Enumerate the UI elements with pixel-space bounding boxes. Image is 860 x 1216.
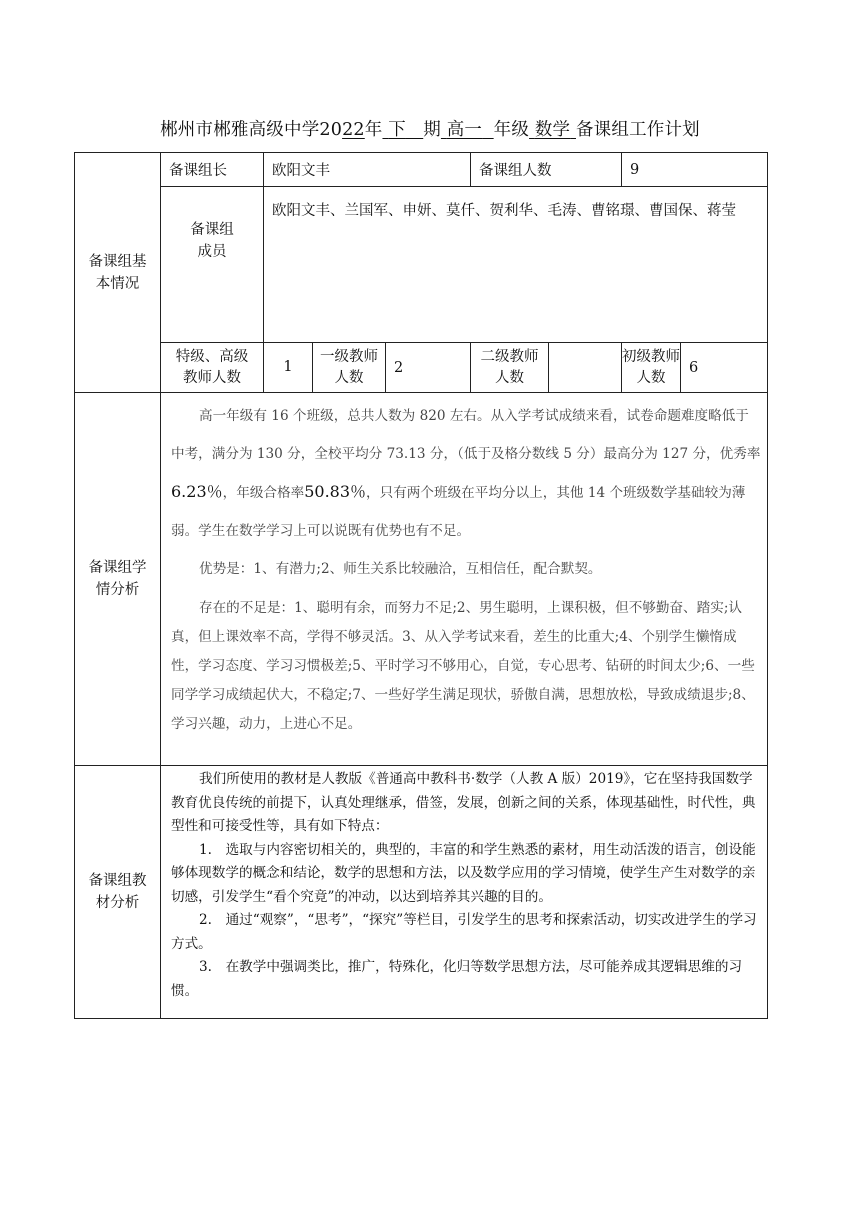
stat-senior-value: 1	[264, 343, 313, 393]
title-term: 下	[388, 120, 406, 140]
members-label: 备课组成员	[190, 221, 234, 260]
students-paragraph-2: 优势是：1、有潜力;2、师生关系比较融洽，互相信任，配合默契。	[199, 561, 602, 577]
title-subject: 数学	[534, 120, 571, 140]
stat-senior-label: 特级、高级教师人数	[161, 343, 264, 393]
stat-junior-label: 初级教师人数	[622, 343, 681, 393]
materials-row	[75, 766, 768, 1019]
stat-first-label: 一级教师人数	[313, 343, 386, 393]
members-row	[75, 187, 768, 343]
basic-category-label: 备课组基本情况	[88, 253, 147, 292]
students-row	[75, 393, 768, 766]
materials-item-1: 1. 选取与内容密切相关的，典型的，丰富的和学生熟悉的素材，用生动活泼的语言，创设能够体现数学的概念和结论，数学的思想和方法，以及数学应用的学习情境，使学生产生对数学的亲切感，引发学生“看个究竟”的冲动，以达到培养其兴趣的目的。	[171, 841, 756, 905]
members-label-cell	[161, 187, 264, 343]
count-value: 9	[622, 153, 768, 187]
materials-category-label: 备课组教材分析	[88, 873, 147, 911]
stat-second-label: 二级教师人数	[471, 343, 549, 393]
title-grade: 高一	[446, 120, 483, 140]
count-label: 备课组人数	[471, 153, 622, 187]
students-paragraph-1: 高一年级有 16 个班级，总共人数为 820 左右。从入学考试成绩来看，试卷命题难度略低于中考，满分为 130 分，全校平均分 73.13 分，（低于及格分数线 5 分）最高分为 127 分，优秀率6.23％，年级合格率50.83％，只有两个班级在平均分以上，其他 14 个班级数学基础较为薄弱。学生在数学学习上可以说既有优势也有不足。	[171, 408, 761, 539]
title-year-prefix: 20	[319, 120, 343, 140]
students-paragraph-3: 存在的不足是：1、聪明有余，而努力不足;2、男生聪明，上课积极，但不够勤奋、踏实;认真，但上课效率不高，学得不够灵活。3、从入学考试来看，差生的比重大;4、个别学生懒惰成性，学习态度、学习习惯极差;5、平时学习不够用心，自觉，专心思考、钻研的时间太少;6、一些同学学习成绩起伏大，不稳定;7、一些好学生满足现状，骄傲自满，思想放松，导致成绩退步;8、学习兴趣，动力，上进心不足。	[171, 600, 755, 732]
title-grade-suffix: 年级	[493, 120, 530, 140]
stat-first-value: 2	[386, 343, 471, 393]
excellence-rate: 6.23％	[171, 482, 223, 501]
leader-row	[75, 153, 768, 187]
title-term-suffix: 期	[423, 120, 441, 140]
title-year-suffix: 年	[364, 120, 383, 140]
materials-item-2: 2. 通过“观察”，“思考”，“探究”等栏目，引发学生的思考和探索活动，切实改进学生的学习方式。	[171, 912, 757, 952]
materials-analysis	[161, 766, 768, 1019]
page-title	[0, 116, 860, 141]
basic-category-cell	[75, 153, 161, 393]
stat-second-value	[549, 343, 622, 393]
stat-junior-value: 6	[681, 343, 768, 393]
title-plan: 备课组工作计划	[575, 120, 700, 140]
members-value: 欧阳文丰、兰国军、申妍、莫仟、贺利华、毛涛、曹铭璟、曹国保、蒋莹	[264, 187, 768, 343]
materials-intro: 我们所使用的教材是人教版《普通高中教科书·数学（人教 A 版）2019》，它在坚持我国数学教育优良传统的前提下，认真处理继承，借签，发展，创新之间的关系，体现基础性，时代性，典型性和可接受性等，具有如下特点：	[171, 771, 756, 834]
title-year: 22	[342, 120, 365, 140]
materials-item-3: 3. 在教学中强调类比，推广，特殊化，化归等数学思想方法，尽可能养成其逻辑思维的习惯。	[171, 959, 743, 999]
pass-rate: 50.83％	[304, 482, 367, 501]
leader-value: 欧阳文丰	[264, 153, 471, 187]
plan-table	[74, 152, 768, 1019]
leader-label: 备课组长	[161, 153, 264, 187]
students-analysis	[161, 393, 768, 766]
students-category-label: 备课组学情分析	[88, 560, 147, 598]
title-school: 郴州市郴雅高级中学	[160, 120, 320, 140]
students-category-cell	[75, 393, 161, 766]
materials-category-cell	[75, 766, 161, 1019]
stats-row	[75, 343, 768, 393]
